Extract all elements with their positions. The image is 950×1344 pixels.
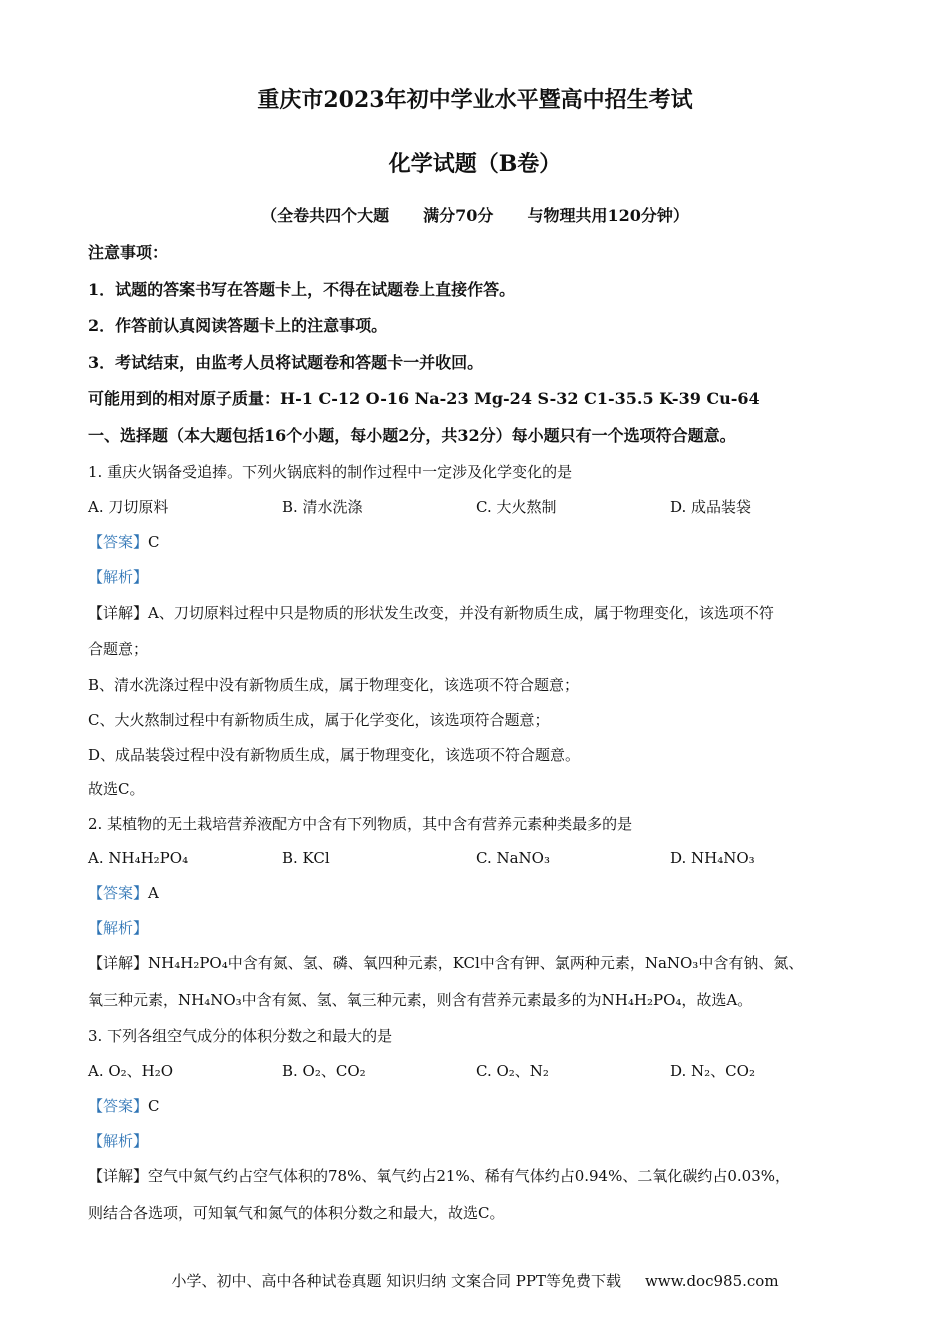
answer-tag: 【答案】: [88, 884, 149, 902]
detail-tag: 【详解】: [88, 1167, 149, 1185]
q2-option-b: B. KCl: [282, 849, 330, 867]
q3-analysis-tag: 【解析】: [88, 1132, 149, 1150]
q3-option-d: D. N₂、CO₂: [670, 1062, 755, 1080]
q2-option-a: A. NH₄H₂PO₄: [88, 849, 189, 867]
answer-tag: 【答案】: [88, 1097, 149, 1115]
q3-option-c: C. O₂、N₂: [476, 1062, 549, 1080]
q2-answer: [88, 883, 862, 903]
exam-info-scope: （全卷共四个大题: [261, 206, 390, 225]
q1-detail-line-2: 合题意；: [88, 640, 149, 658]
notice-heading: 注意事项：: [88, 243, 169, 262]
q1-detail-line-6: 故选C。: [88, 780, 145, 798]
q2-option-d: D. NH₄NO₃: [670, 849, 755, 867]
question-3-stem: 3. 下列各组空气成分的体积分数之和最大的是: [88, 1027, 393, 1045]
notice-item-1: 1．试题的答案书写在答题卡上，不得在试题卷上直接作答。: [88, 280, 516, 299]
q1-option-b: B. 清水洗涤: [282, 498, 363, 516]
q2-detail-line-1: [88, 953, 862, 973]
notice-item-2: 2．作答前认真阅读答题卡上的注意事项。: [88, 316, 388, 335]
answer-tag: 【答案】: [88, 533, 149, 551]
question-2-stem: 2. 某植物的无土栽培营养液配方中含有下列物质，其中含有营养元素种类最多的是: [88, 815, 633, 833]
q1-answer-value: C: [148, 533, 160, 551]
q3-detail-line-1: [88, 1166, 862, 1186]
exam-info-time: 与物理共用120分钟）: [527, 206, 689, 225]
footer-site-link[interactable]: www.doc985.com: [644, 1272, 779, 1290]
q2-answer-value: A: [148, 884, 159, 902]
q2-detail-text-1: NH₄H₂PO₄中含有氮、氢、磷、氧四种元素，KCl中含有钾、氯两种元素，NaNO₃中含有钠、氮、: [148, 954, 804, 972]
q1-detail-line-4: C、大火熬制过程中有新物质生成，属于化学变化，该选项符合题意；: [88, 711, 550, 729]
exam-info-score: 满分70分: [423, 206, 494, 225]
q1-answer: [88, 532, 862, 552]
detail-tag: 【详解】: [88, 954, 149, 972]
q3-answer: [88, 1096, 862, 1116]
q2-analysis-tag: 【解析】: [88, 919, 149, 937]
section-heading: 一、选择题（本大题包括16个小题，每小题2分，共32分）每小题只有一个选项符合题意。: [88, 426, 736, 445]
notice-item-3: 3．考试结束，由监考人员将试题卷和答题卡一并收回。: [88, 353, 484, 372]
q1-analysis-tag: 【解析】: [88, 568, 149, 586]
q1-detail-line-5: D、成品装袋过程中没有新物质生成，属于物理变化，该选项不符合题意。: [88, 746, 581, 764]
q1-detail-line-1: [88, 603, 862, 623]
detail-tag: 【详解】: [88, 604, 149, 622]
exam-subtitle: 化学试题（B卷）: [388, 151, 562, 177]
q1-detail-text-1: A、刀切原料过程中只是物质的形状发生改变，并没有新物质生成，属于物理变化，该选项不符: [148, 604, 774, 622]
question-1-stem: 1. 重庆火锅备受追捧。下列火锅底料的制作过程中一定涉及化学变化的是: [88, 463, 573, 481]
q3-option-b: B. O₂、CO₂: [282, 1062, 366, 1080]
q3-answer-value: C: [148, 1097, 160, 1115]
q2-option-c: C. NaNO₃: [476, 849, 550, 867]
q2-detail-line-2: 氧三种元素，NH₄NO₃中含有氮、氢、氧三种元素，则含有营养元素最多的为NH₄H₂PO₄，故选A。: [88, 991, 753, 1009]
q1-option-d: D. 成品装袋: [670, 498, 752, 516]
exam-info: [0, 206, 950, 226]
q3-option-a: A. O₂、H₂O: [88, 1062, 174, 1080]
q1-detail-line-3: B、清水洗涤过程中没有新物质生成，属于物理变化，该选项不符合题意；: [88, 676, 580, 694]
page-footer: [0, 1270, 950, 1291]
exam-title: 重庆市2023年初中学业水平暨高中招生考试: [257, 87, 693, 113]
q3-detail-text-1: 空气中氮气约占空气体积的78%、氧气约占21%、稀有气体约占0.94%、二氧化碳约占0.03%，: [148, 1167, 791, 1185]
q3-detail-line-2: 则结合各选项，可知氧气和氮气的体积分数之和最大，故选C。: [88, 1204, 505, 1222]
q1-option-a: A. 刀切原料: [88, 498, 169, 516]
q1-option-c: C. 大火熬制: [476, 498, 557, 516]
atomic-masses: 可能用到的相对原子质量：H-1 C-12 O-16 Na-23 Mg-24 S-32 C1-35.5 K-39 Cu-64: [88, 389, 760, 408]
footer-text: 小学、初中、高中各种试卷真题 知识归纳 文案合同 PPT等免费下载: [171, 1272, 621, 1290]
